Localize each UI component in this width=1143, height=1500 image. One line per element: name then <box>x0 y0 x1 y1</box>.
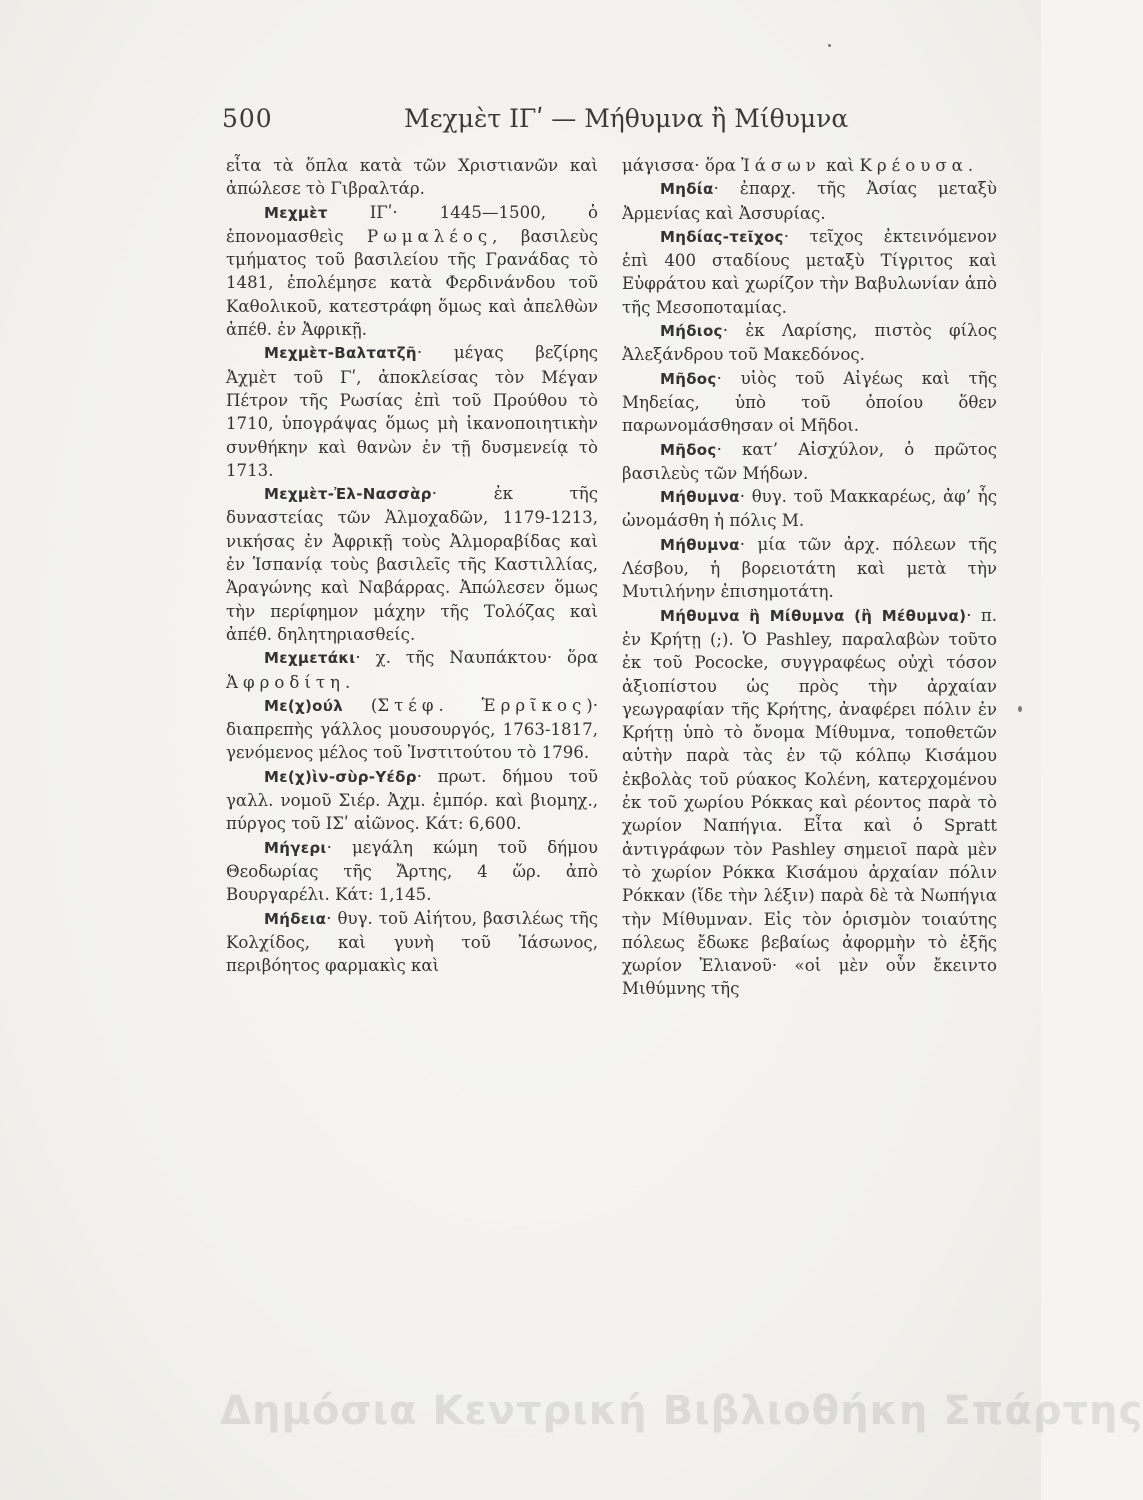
dictionary-entry <box>226 646 598 694</box>
entry-headword: Μήθυμνα <box>660 535 740 554</box>
entry-text: · τεῖχος ἐκτεινόμενον ἐπὶ 400 σταδίους μεταξὺ Τίγριτος καὶ Εὐφράτου καὶ χωρίζον τὴν Βαβυλωνίαν ἀπὸ τῆς Μεσοποταμίας. <box>622 226 997 317</box>
dictionary-entry <box>226 482 598 646</box>
entry-text: ΙΓʹ· 1445—1500, ὁ ἐπονομασθεὶς <box>226 202 598 246</box>
entry-headword: Μῆδος <box>660 369 717 388</box>
entry-headword: Μήδιος <box>660 322 723 341</box>
dictionary-entry <box>622 154 997 177</box>
dictionary-entry <box>622 225 997 319</box>
library-watermark: Δημόσια Κεντρική Βιβλιοθήκη Σπάρτης <box>220 1388 1143 1434</box>
entry-text: · πρωτ. δήμου τοῦ γαλλ. νομοῦ Σιέρ. Ἀχμ. ἐμπόρ. καὶ βιομηχ., πύργος τοῦ ΙΣʹ αἰῶνος. Κάτ: 6,600. <box>226 766 598 834</box>
entry-headword: Μεχμὲτ <box>264 203 328 222</box>
entry-text: . <box>967 156 974 175</box>
entry-text: . <box>344 672 351 692</box>
dictionary-entry <box>226 765 598 836</box>
entry-text: )· διαπρεπὴς γάλλος μουσουργός, 1763-1817, γενόμενος μέλος τοῦ Ἰνστιτούτου τὸ 1796. <box>226 695 598 763</box>
entry-text: · μεγάλη κώμη τοῦ δήμου Θεοδωρίας τῆς Ἄρτης, 4 ὥρ. ἀπὸ Βουργαρέλι. Κάτ: 1,145. <box>226 837 598 905</box>
entry-text: · θυγ. τοῦ Αἰήτου, βασιλέως τῆς Κολχίδος, καὶ γυνὴ τοῦ Ἰάσωνος, περιβόητος φαρμακὶς καὶ <box>226 908 598 976</box>
dictionary-entry <box>622 533 997 604</box>
dictionary-entry <box>622 604 997 1001</box>
entry-text: · π. ἐν Κρήτῃ (;). Ὁ Pashley, παραλαβὼν τοῦτο ἐκ τοῦ Pococke, συγγραφέως οὐχὶ τόσον ἀξιοπίστου ὡς πρὸς τὴν ἀρχαίαν γεωγραφίαν τῆς Κρήτης, ἀναφέρει πόλιν ἐν Κρήτῃ ὑπὸ τὸ ὄνομα Μίθυμνα, τοποθετῶν αὐτὴν παρὰ τὰς ἐν τῷ κόλπῳ Κισάμου ἐκβολὰς τοῦ ρύακος Κολένη, κατερχομένου ἐκ τοῦ χωρίου Ρόκκας καὶ ρέοντος παρὰ τὸ χωρίον Ναπήγια. Εἶτα καὶ ὁ Spratt ἀντιγράφων τὸν Pashley σημειοῖ παρὰ μὲν τὸ χωρίον Ρόκκα Κισάμου ἀρχαίαν πόλιν Ρόκκαν (ἴδε τὴν λέξιν) παρὰ δὲ τὰ Νωπήγια τὴν Μίθυμναν. Εἰς τὸν ὁρισμὸν τοιαύτης πόλεως ἔδωκε βεβαίως ἀφορμὴν τὸ ἐξῆς χωρίον Ἐλιανοῦ· «οἱ μὲν οὖν ἔκειντο Μιθύμνης τῆς <box>622 605 998 999</box>
dictionary-entry <box>622 485 997 533</box>
right-column <box>622 154 997 1001</box>
entry-text: · θυγ. τοῦ Μακκαρέως, ἀφ’ ἧς ὠνομάσθη ἡ πόλις Μ. <box>622 487 997 531</box>
dictionary-entry <box>226 201 598 342</box>
dictionary-entry <box>622 319 997 367</box>
entry-headword: Μηδίας-τεῖχος <box>660 227 784 246</box>
entry-spaced-name: Ἀφροδίτη <box>226 672 345 692</box>
entry-text: ( <box>343 695 378 715</box>
entry-spaced-name: Ἰάσων <box>741 156 821 175</box>
entry-text: · χ. τῆς Ναυπάκτου· ὅρα <box>355 648 598 668</box>
entry-text: , βασιλεὺς τμήματος τοῦ βασιλείου τῆς Γρανάδας τὸ 1481, ἐπολέμησε κατὰ Φερδινάνδου τοῦ Καθολικοῦ, κατεστράφη ὅμως καὶ ἀπελθὼν ἀπέθ. ἐν Ἀφρικῇ. <box>226 226 598 340</box>
entry-text: · ἐκ Λαρίσης, πιστὸς φίλος Ἀλεξάνδρου τοῦ Μακεδόνος. <box>622 321 997 365</box>
left-column <box>226 154 598 977</box>
dictionary-entry <box>622 438 997 486</box>
entry-text: · ἐπαρχ. τῆς Ἀσίας μεταξὺ Ἀρμενίας καὶ Ἀσσυρίας. <box>622 179 997 223</box>
entry-headword: Μήθυμνα <box>660 488 740 507</box>
running-title: Μεχμὲτ ΙΓʹ — Μήθυμνα ἢ Μίθυμνα <box>404 104 849 133</box>
entry-spaced-name: Στέφ. Ἑρρῖκος <box>377 695 587 715</box>
entry-text: · μέγας βεζίρης Ἀχμὲτ τοῦ Γʹ, ἀποκλείσας τὸν Μέγαν Πέτρον τῆς Ρωσίας ἐπὶ τοῦ Προύθου τὸ 1710, ὑπογράψας ὅμως μὴ ἱκανοποιητικὴν συνθήκην καὶ θανὼν ἐν τῇ δυσμενείᾳ τὸ 1713. <box>226 343 598 480</box>
entry-text: · ἐκ τῆς δυναστείας τῶν Ἀλμοχαδῶν, 1179-1213, νικήσας ἐν Ἀφρικῇ τοὺς Ἀλμοραβίδας καὶ ἐν Ἱσπανίᾳ τοὺς βασιλεῖς τῆς Καστιλλίας, Ἀραγώνης καὶ Ναβάρρας. Ἀπώλεσεν ὅμως τὴν περίφημον μάχην τῆς Τολόζας καὶ ἀπέθ. δηλητηριασθείς. <box>226 484 598 644</box>
entry-headword: Μηδία <box>660 180 714 199</box>
dictionary-entry <box>226 154 598 201</box>
entry-headword: Μεχμὲτ-Βαλτατζῆ <box>264 344 417 363</box>
entry-headword: Με(χ)ὶν-σὺρ-Υέδρ <box>264 767 417 786</box>
page-header <box>222 104 849 144</box>
entry-headword: Μῆδος <box>660 440 717 459</box>
entry-text: · κατ’ Αἰσχύλον, ὁ πρῶτος βασιλεὺς τῶν Μήδων. <box>622 439 997 483</box>
dictionary-entry <box>226 694 598 765</box>
entry-text: καὶ <box>820 156 860 175</box>
entry-headword: Μήγερι <box>264 838 327 857</box>
entry-headword: Μήδεια <box>264 909 327 928</box>
entry-spaced-name: Ρωμαλέος <box>367 226 493 246</box>
dictionary-entry <box>226 907 598 978</box>
paper-speck <box>828 44 831 47</box>
paper-speck <box>1018 706 1022 712</box>
dictionary-entry <box>226 836 598 907</box>
dictionary-entry <box>226 341 598 482</box>
entry-headword: Μήθυμνα ἢ Μίθυμνα (ἢ Μέθυμνα) <box>660 606 967 625</box>
entry-headword: Με(χ)ούλ <box>264 696 343 715</box>
page-number: 500 <box>222 104 273 133</box>
entry-text: εἶτα τὰ ὅπλα κατὰ τῶν Χριστιανῶν καὶ ἀπώλεσε τὸ Γιβραλτάρ. <box>226 156 598 199</box>
entry-text: · υἱὸς τοῦ Αἰγέως καὶ τῆς Μηδείας, ὑπὸ τοῦ ὁποίου ὅθεν παρωνομάσθησαν οἱ Μῆδοι. <box>622 368 997 436</box>
entry-spaced-name: Κρέουσα <box>859 156 968 175</box>
entry-headword: Μεχμετάκι <box>264 649 356 668</box>
entry-headword: Μεχμὲτ-Ἐλ-Νασσὰρ <box>264 485 432 504</box>
entry-text: μάγισσα· ὅρα <box>622 156 742 175</box>
dictionary-entry <box>622 177 997 225</box>
dictionary-entry <box>622 367 997 438</box>
entry-text: · μία τῶν ἀρχ. πόλεων τῆς Λέσβου, ἡ βορειοτάτη καὶ μετὰ τὴν Μυτιλήνην ἐπισημοτάτη. <box>622 534 997 602</box>
